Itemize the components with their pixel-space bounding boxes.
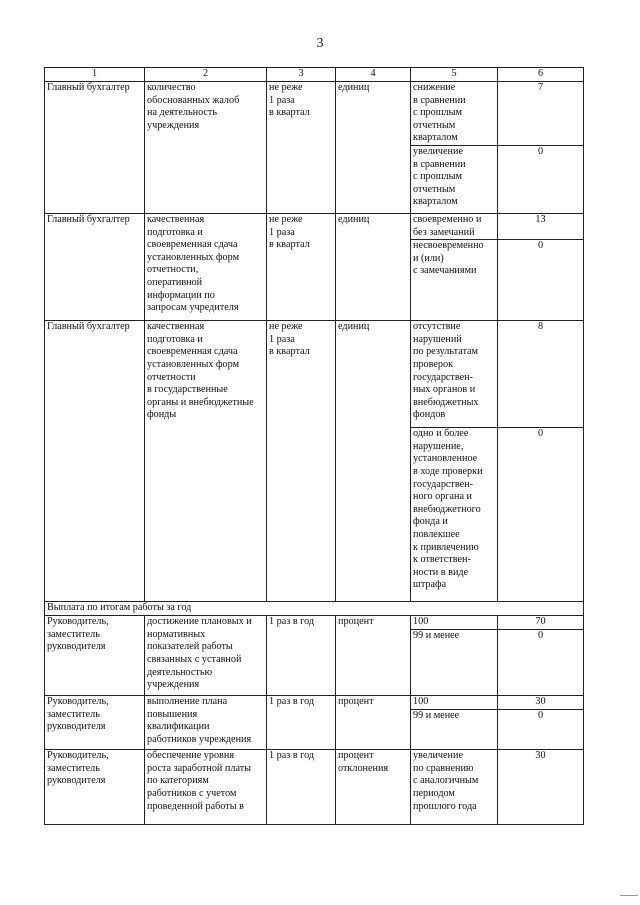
value-cell: 7 bbox=[498, 82, 584, 146]
column-number-cell: 6 bbox=[498, 68, 584, 82]
value-cell: 30 bbox=[498, 696, 584, 710]
value-cell: 0 bbox=[498, 428, 584, 602]
value-cell: 0 bbox=[498, 710, 584, 750]
table-row bbox=[45, 696, 584, 710]
column-number-cell: 3 bbox=[267, 68, 336, 82]
criterion-cell: своевременно и без замечаний bbox=[411, 213, 498, 239]
unit-cell: единиц bbox=[336, 213, 411, 320]
criterion-cell: 100 bbox=[411, 616, 498, 630]
value-cell: 13 bbox=[498, 213, 584, 239]
criterion-cell: 99 и менее bbox=[411, 630, 498, 696]
column-number-cell: 4 bbox=[336, 68, 411, 82]
criterion-cell: увеличение по сравнению с аналогичным периодом прошлого года bbox=[411, 750, 498, 825]
value-cell: 0 bbox=[498, 630, 584, 696]
indicator-cell: качественная подготовка и своевременная сдача установленных форм отчетности, оперативной информации по запросам учредителя bbox=[145, 213, 267, 320]
indicator-cell: качественная подготовка и своевременная сдача установленных форм отчетности в государственные органы и внебюджетные фонды bbox=[145, 321, 267, 602]
table-row bbox=[45, 616, 584, 630]
frequency-cell: 1 раз в год bbox=[267, 616, 336, 696]
position-cell: Руководитель, заместитель руководителя bbox=[45, 750, 145, 825]
frequency-cell: 1 раз в год bbox=[267, 750, 336, 825]
indicator-cell: количество обоснованных жалоб на деятельность учреждения bbox=[145, 82, 267, 214]
value-cell: 8 bbox=[498, 321, 584, 428]
table-row bbox=[45, 82, 584, 146]
position-cell: Главный бухгалтер bbox=[45, 321, 145, 602]
criterion-cell: увеличение в сравнении с прошлым отчетным кварталом bbox=[411, 145, 498, 213]
column-number-cell: 2 bbox=[145, 68, 267, 82]
frequency-cell: не реже 1 раза в квартал bbox=[267, 321, 336, 602]
frequency-cell: 1 раз в год bbox=[267, 696, 336, 750]
scan-edge-mark bbox=[620, 895, 638, 899]
criterion-cell: 100 bbox=[411, 696, 498, 710]
indicators-table bbox=[44, 67, 584, 825]
page-number: 3 bbox=[316, 36, 324, 51]
value-cell: 0 bbox=[498, 145, 584, 213]
unit-cell: процент bbox=[336, 616, 411, 696]
position-cell: Главный бухгалтер bbox=[45, 82, 145, 214]
table-row bbox=[45, 750, 584, 825]
indicator-cell: обеспечение уровня роста заработной платы по категориям работников с учетом проведенной работы в bbox=[145, 750, 267, 825]
criterion-cell: снижение в сравнении с прошлым отчетным кварталом bbox=[411, 82, 498, 146]
column-number-row bbox=[45, 68, 584, 82]
indicator-cell: выполнение плана повышения квалификации работников учреждения bbox=[145, 696, 267, 750]
position-cell: Главный бухгалтер bbox=[45, 213, 145, 320]
value-cell: 0 bbox=[498, 240, 584, 321]
unit-cell: единиц bbox=[336, 321, 411, 602]
criterion-cell: одно и более нарушение, установленное в ходе проверки государствен- ного органа и внебюджетного фонда и повлекшее к привлечению к ответствен- ности в виде штрафа bbox=[411, 428, 498, 602]
frequency-cell: не реже 1 раза в квартал bbox=[267, 213, 336, 320]
value-cell: 30 bbox=[498, 750, 584, 825]
criterion-cell: 99 и менее bbox=[411, 710, 498, 750]
table-row bbox=[45, 213, 584, 239]
value-cell: 70 bbox=[498, 616, 584, 630]
column-number-cell: 1 bbox=[45, 68, 145, 82]
criterion-cell: отсутствие нарушений по результатам проверок государствен- ных органов и внебюджетных фондов bbox=[411, 321, 498, 428]
position-cell: Руководитель, заместитель руководителя bbox=[45, 696, 145, 750]
criterion-cell: несвоевременно и (или) с замечаниями bbox=[411, 240, 498, 321]
table-row bbox=[45, 321, 584, 428]
section-row bbox=[45, 602, 584, 616]
unit-cell: процент отклонения bbox=[336, 750, 411, 825]
position-cell: Руководитель, заместитель руководителя bbox=[45, 616, 145, 696]
section-title: Выплата по итогам работы за год bbox=[45, 602, 584, 616]
frequency-cell: не реже 1 раза в квартал bbox=[267, 82, 336, 214]
unit-cell: единиц bbox=[336, 82, 411, 214]
unit-cell: процент bbox=[336, 696, 411, 750]
column-number-cell: 5 bbox=[411, 68, 498, 82]
indicator-cell: достижение плановых и нормативных показателей работы связанных с уставной деятельностью учреждения bbox=[145, 616, 267, 696]
